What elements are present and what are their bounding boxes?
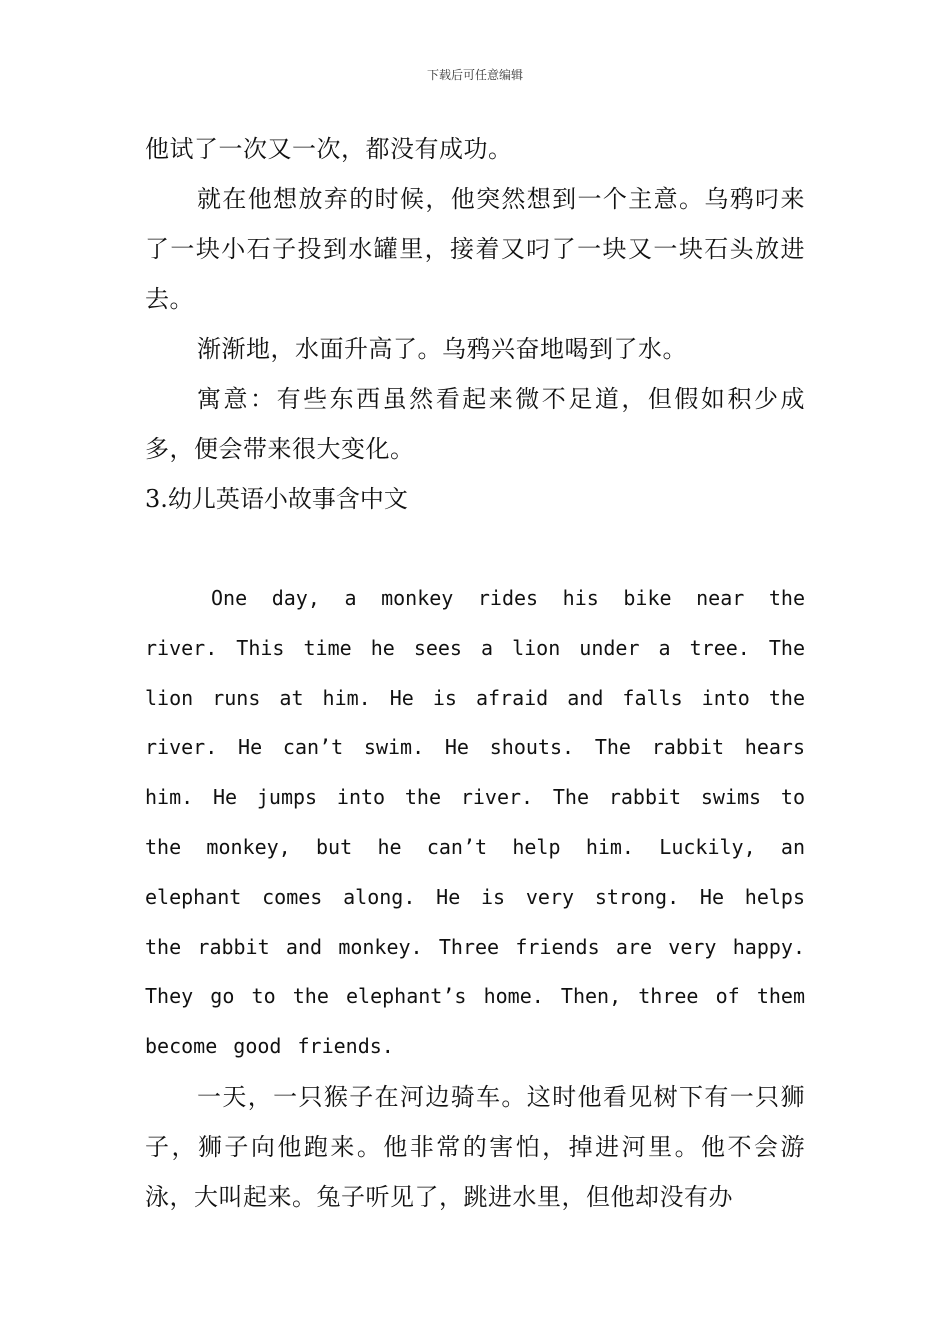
page-header: 下载后可任意编辑 (426, 68, 523, 82)
paragraph-crow-attempts: 他试了一次又一次，都没有成功。 (145, 135, 513, 163)
paragraph-moral: 寓意：有些东西虽然看起来微不足道，但假如积少成多，便会带来很大变化。 (145, 385, 805, 463)
blank-line (145, 524, 805, 574)
chinese-story-paragraph: 一天，一只猴子在河边骑车。这时他看见树下有一只狮子，狮子向他跑来。他非常的害怕，掉进河里。他不会游泳，大叫起来。兔子听见了，跳进水里，但他却没有办 (145, 1082, 805, 1211)
section-title: 3.幼儿英语小故事含中文 (145, 485, 408, 513)
document-body (145, 124, 805, 1222)
paragraph-crow-idea: 就在他想放弃的时候，他突然想到一个主意。乌鸦叼来了一块小石子投到水罐里，接着又叼了一块又一块石头放进去。 (145, 185, 805, 313)
english-story-paragraph: One day, a monkey rides his bike near the river. This time he sees a lion under a tree. The lion runs at him. He is afraid and falls into the river. He can’t swim. He shouts. The rabbit hears him. He jumps into the river. The rabbit swims to the monkey, but he can’t help him. Luckily, an elephant comes along. He is very strong. He helps the rabbit and monkey. Three friends are very happy. They go to the elephant’s home. Then, three of them become good friends. (145, 586, 805, 1059)
paragraph-crow-drinks: 渐渐地，水面升高了。乌鸦兴奋地喝到了水。 (197, 335, 687, 363)
